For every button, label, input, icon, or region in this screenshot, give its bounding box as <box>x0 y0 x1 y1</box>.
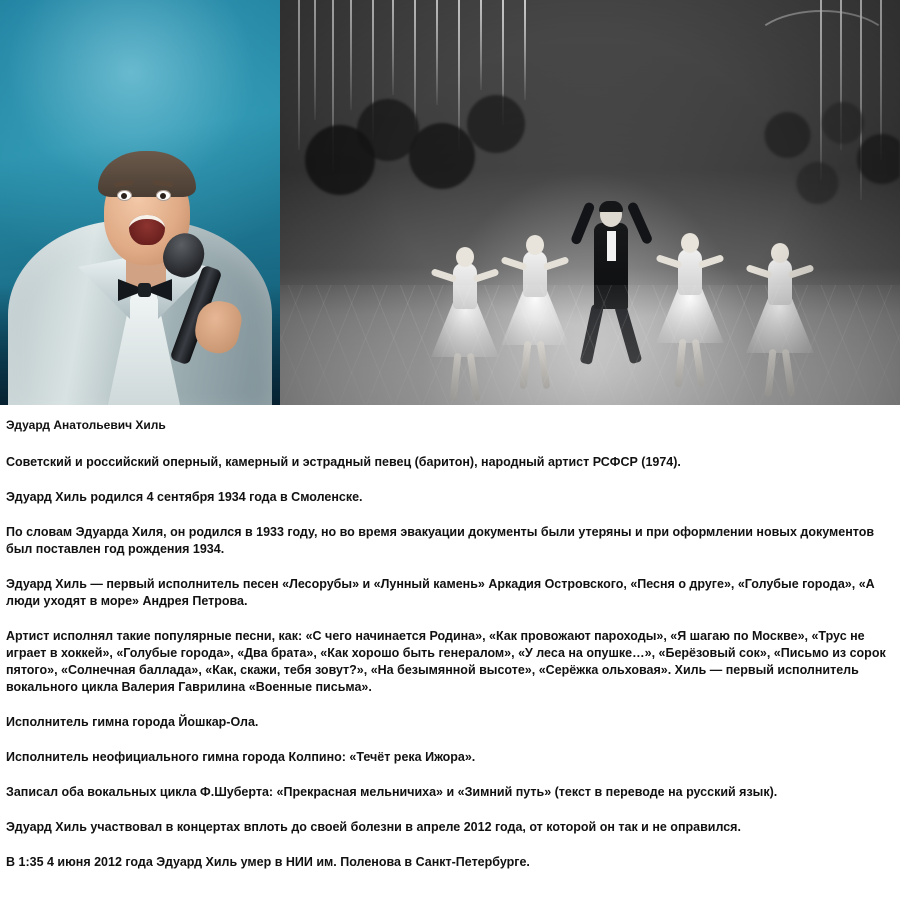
eye-right-shape <box>156 190 171 201</box>
paragraph: Исполнитель гимна города Йошкар-Ола. <box>6 715 259 729</box>
paragraph: Артист исполнял такие популярные песни, как: «С чего начинается Родина», «Как провожают пароходы», «Я шагаю по Москве», «Трус не играет в хоккей», «Голубые города», «Два брата», «Как хорошо быть генералом», «У леса на опушке…», «Берёзовый сок», «Письмо из сорок пятого», «Солнечная баллада», «Как, скажи, тебя зовут?», «На безымянной высоте», «Серёжка ольховая». Хиль — первый исполнитель вокального цикла Валерия Гаврилина «Военные письма». <box>6 629 886 694</box>
paragraph: Исполнитель неофициального гимна города Колпино: «Течёт река Ижора». <box>6 750 476 764</box>
paragraph: По словам Эдуарда Хиля, он родился в 1933 году, но во время эвакуации документы были утеряны и при оформлении новых документов был поставлен год рождения 1934. <box>6 525 875 556</box>
paragraph: Записал оба вокальных цикла Ф.Шуберта: «Прекрасная мельничиха» и «Зимний путь» (текст в переводе на русский язык). <box>6 785 778 799</box>
open-mouth-shape <box>129 215 165 245</box>
eye-left-shape <box>117 190 132 201</box>
photo-strip <box>0 0 900 405</box>
article-text <box>0 405 900 871</box>
paragraph: Эдуард Хиль — первый исполнитель песен «Лесорубы» и «Лунный камень» Аркадия Островского, «Песня о друге», «Голубые города», «А люди уходят в море» Андрея Петрова. <box>6 577 875 608</box>
paragraph: Советский и российский оперный, камерный и эстрадный певец (баритон), народный артист РСФСР (1974). <box>6 455 681 469</box>
paragraph: В 1:35 4 июня 2012 года Эдуард Хиль умер в НИИ им. Поленова в Санкт-Петербурге. <box>6 855 530 869</box>
stage-performance-bw-photo <box>280 0 900 405</box>
paragraph: Эдуард Хиль родился 4 сентября 1934 года в Смоленске. <box>6 490 363 504</box>
photo-caption: Эдуард Анатольевич Хиль <box>6 418 166 432</box>
paragraph: Эдуард Хиль участвовал в концертах вплоть до своей болезни в апреле 2012 года, от которой он так и не оправился. <box>6 820 741 834</box>
singer-with-microphone-photo <box>0 0 280 405</box>
photo-vignette <box>280 0 900 405</box>
bow-tie-knot-shape <box>138 283 151 297</box>
